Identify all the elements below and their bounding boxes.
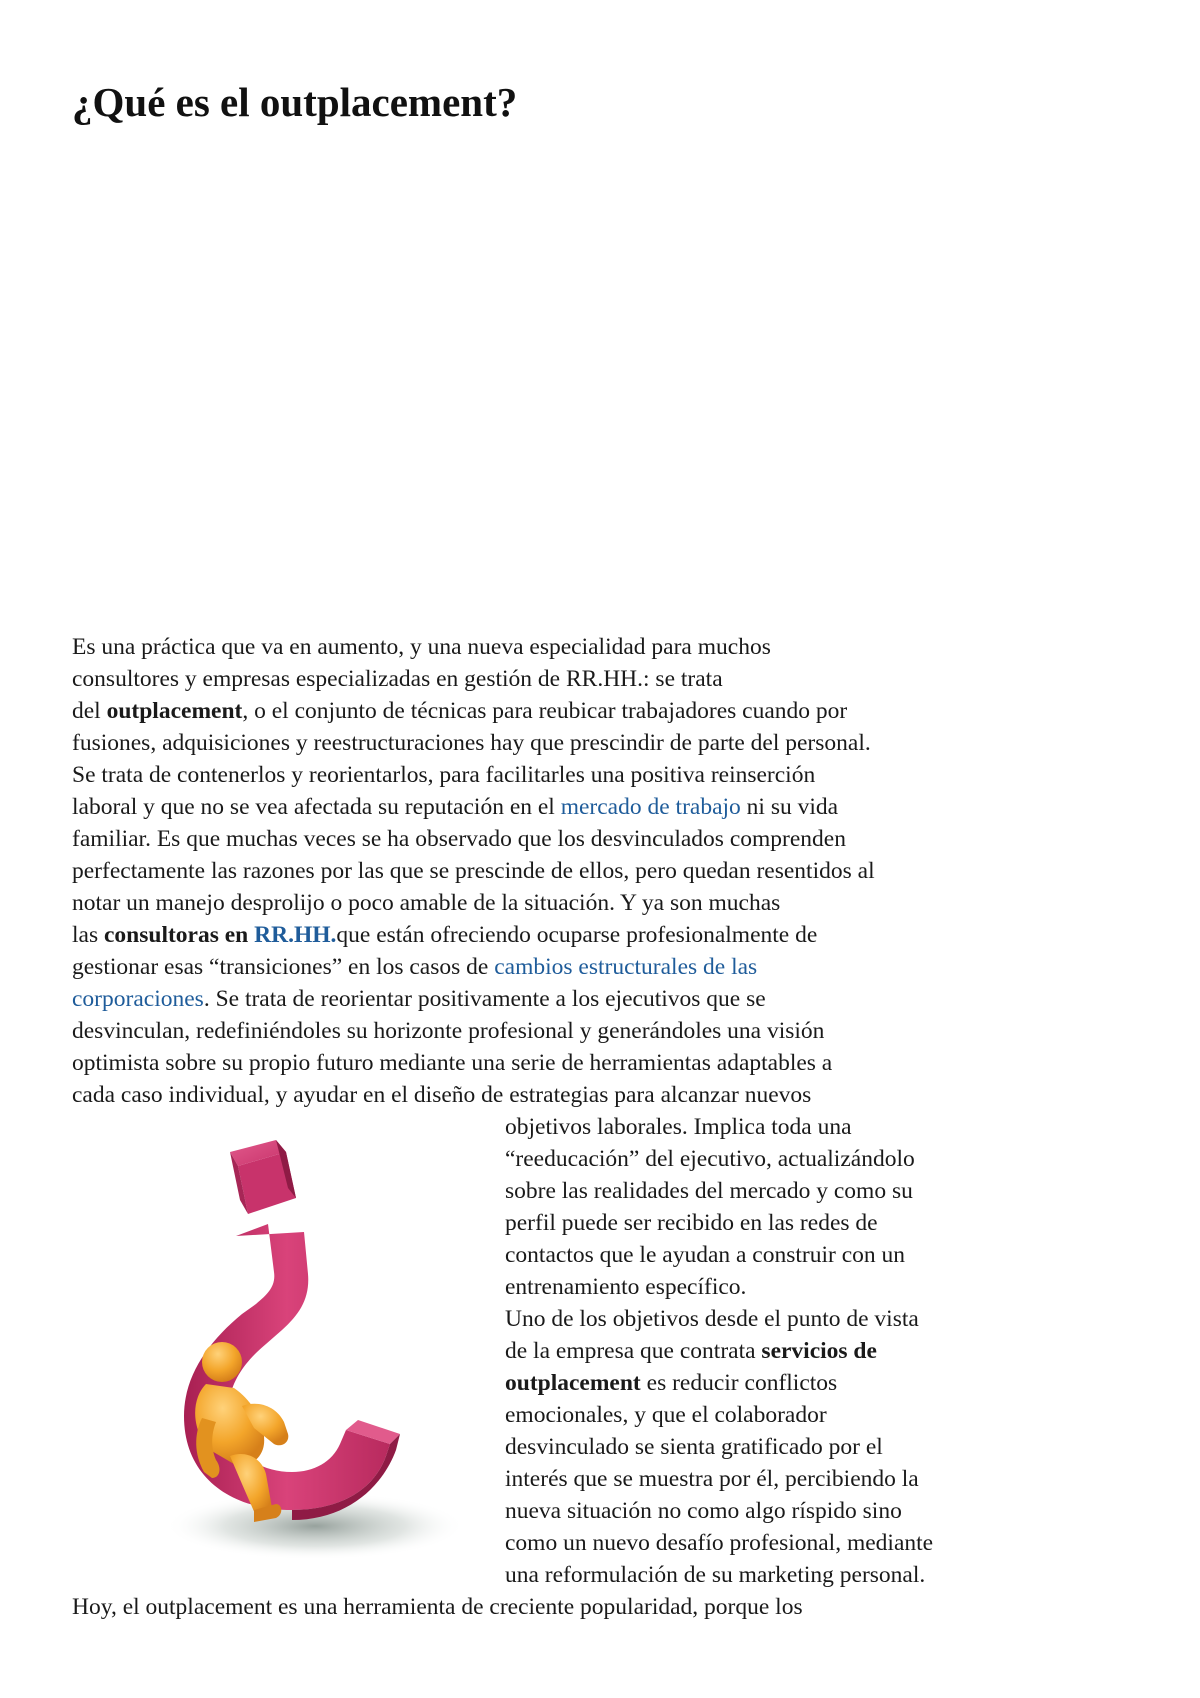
text-line bbox=[72, 791, 838, 823]
text-line: una reformulación de su marketing personal. bbox=[505, 1562, 926, 1588]
text-span: , o el conjunto de técnicas para reubicar trabajadores cuando por bbox=[242, 698, 848, 724]
text-line: desvinculan, redefiniéndoles su horizonte profesional y generándoles una visión bbox=[72, 1018, 825, 1044]
text-line: perfil puede ser recibido en las redes de bbox=[505, 1210, 878, 1236]
text-line: objetivos laborales. Implica toda una bbox=[505, 1114, 852, 1140]
link-cambios-estructurales[interactable]: cambios estructurales de las bbox=[494, 954, 758, 980]
text-line: interés que se muestra por él, percibiendo la bbox=[505, 1466, 919, 1492]
question-mark-illustration bbox=[150, 1138, 465, 1568]
text-line: consultores y empresas especializadas en gestión de RR.HH.: se trata bbox=[72, 666, 723, 692]
text-line: desvinculado se sienta gratificado por el bbox=[505, 1434, 883, 1460]
text-line: Es una práctica que va en aumento, y una nueva especialidad para muchos bbox=[72, 634, 771, 660]
text-span: laboral y que no se vea afectada su reputación en el bbox=[72, 794, 561, 820]
text-span: es reducir conflictos bbox=[640, 1370, 838, 1396]
text-span: que están ofreciendo ocuparse profesionalmente de bbox=[336, 922, 818, 948]
text-span: de la empresa que contrata bbox=[505, 1338, 762, 1364]
text-span: gestionar esas “transiciones” en los casos de bbox=[72, 954, 495, 980]
text-line: fusiones, adquisiciones y reestructuraciones hay que prescindir de parte del personal. bbox=[72, 730, 871, 756]
text-line: Hoy, el outplacement es una herramienta de creciente popularidad, porque los bbox=[72, 1594, 803, 1620]
text-line bbox=[505, 1367, 837, 1399]
question-mark-person-icon bbox=[150, 1138, 465, 1568]
text-line: notar un manejo desprolijo o poco amable de la situación. Y ya son muchas bbox=[72, 890, 781, 916]
link-rrhh[interactable] bbox=[254, 922, 336, 948]
text-line bbox=[72, 919, 817, 951]
link-mercado-de-trabajo[interactable]: mercado de trabajo bbox=[560, 794, 741, 820]
text-line bbox=[72, 951, 757, 983]
link-corporaciones[interactable]: corporaciones bbox=[72, 986, 204, 1012]
text-line: cada caso individual, y ayudar en el diseño de estrategias para alcanzar nuevos bbox=[72, 1082, 812, 1108]
text-line: Se trata de contenerlos y reorientarlos, para facilitarles una positiva reinserción bbox=[72, 762, 816, 788]
text-line: familiar. Es que muchas veces se ha observado que los desvinculados comprenden bbox=[72, 826, 846, 852]
text-line bbox=[72, 983, 766, 1015]
text-span: . Se trata de reorientar positivamente a los ejecutivos que se bbox=[203, 986, 766, 1012]
text-line: sobre las realidades del mercado y como su bbox=[505, 1178, 913, 1204]
text-line: emocionales, y que el colaborador bbox=[505, 1402, 827, 1428]
text-line: entrenamiento específico. bbox=[505, 1274, 747, 1300]
bold-term: outplacement bbox=[106, 698, 243, 724]
page-title: ¿Qué es el outplacement? bbox=[72, 79, 518, 125]
text-line bbox=[72, 695, 847, 727]
text-line: optimista sobre su propio futuro mediante una serie de herramientas adaptables a bbox=[72, 1050, 833, 1076]
bold-term: outplacement bbox=[505, 1370, 641, 1396]
bold-term: servicios de bbox=[761, 1338, 877, 1364]
text-line: perfectamente las razones por las que se prescinde de ellos, pero quedan resentidos al bbox=[72, 858, 875, 884]
text-line: Uno de los objetivos desde el punto de vista bbox=[505, 1306, 919, 1332]
text-line: contactos que le ayudan a construir con un bbox=[505, 1242, 906, 1268]
text-line bbox=[505, 1335, 877, 1367]
text-line: nueva situación no como algo ríspido sino bbox=[505, 1498, 902, 1524]
bold-term: consultoras en bbox=[103, 922, 255, 948]
text-span: del bbox=[72, 698, 107, 724]
text-span: las bbox=[72, 922, 104, 948]
text-line: como un nuevo desafío profesional, mediante bbox=[505, 1530, 934, 1556]
cube-shape bbox=[230, 1140, 296, 1214]
text-span: ni su vida bbox=[740, 794, 839, 820]
text-line: “reeducación” del ejecutivo, actualizándolo bbox=[505, 1146, 915, 1172]
link-rrhh-label: RR.HH. bbox=[254, 922, 337, 948]
